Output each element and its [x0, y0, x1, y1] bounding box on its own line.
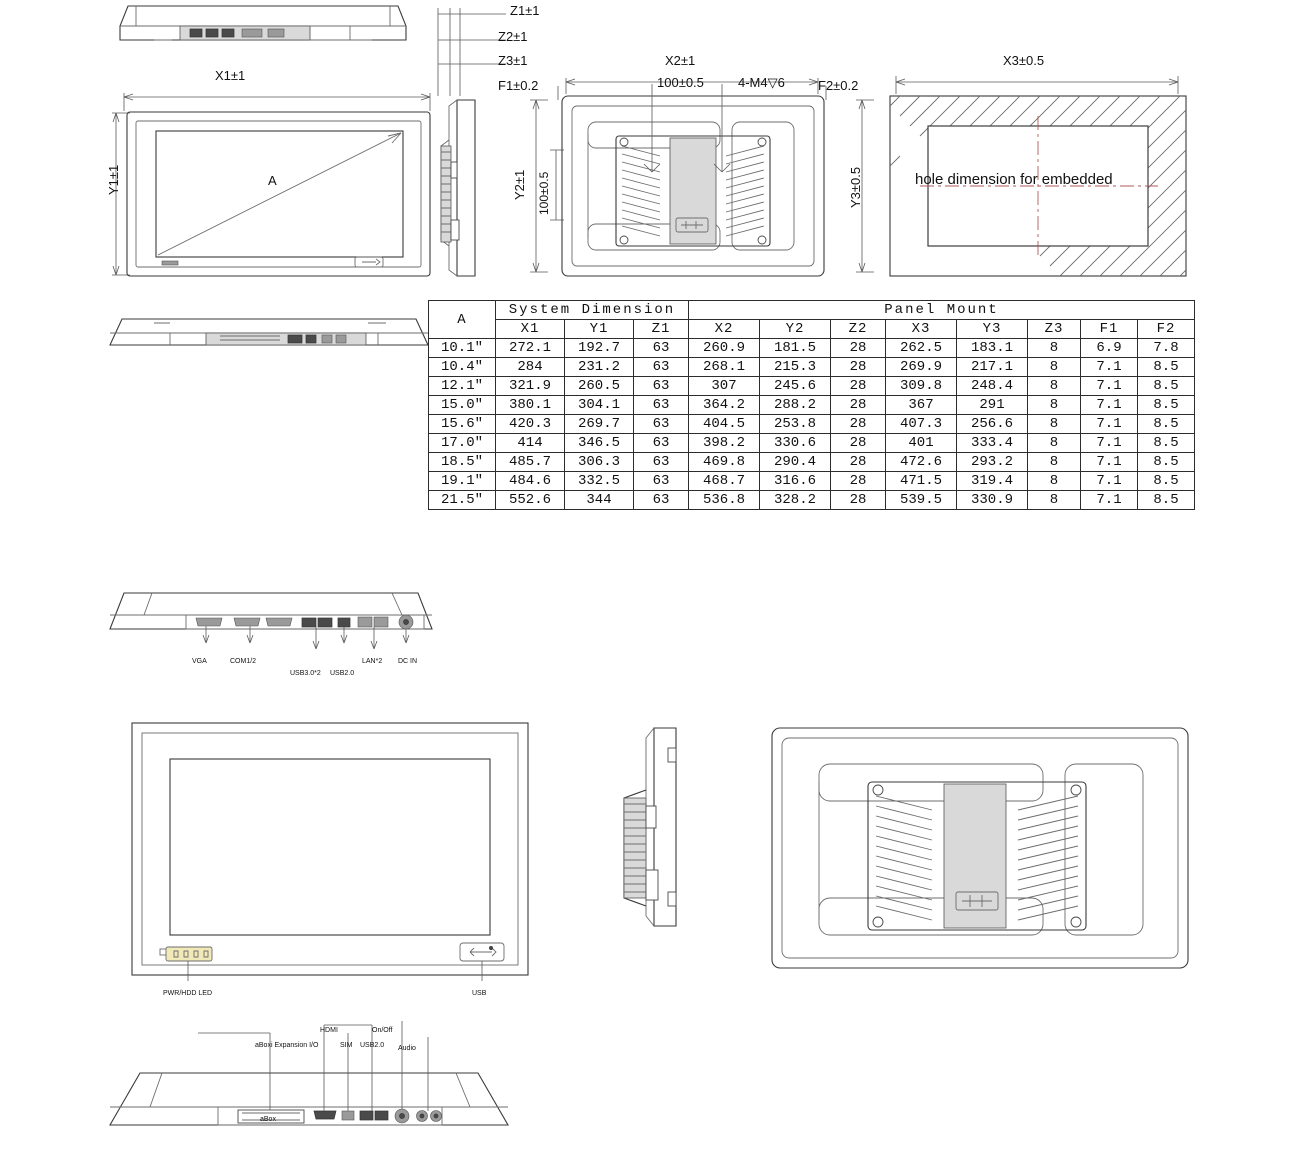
table-cell-y1: 332.5	[565, 472, 634, 491]
table-col-y1: Y1	[565, 320, 634, 339]
table-cell-x1: 485.7	[496, 453, 565, 472]
table-cell-z1: 63	[634, 396, 689, 415]
table-cell-size: 21.5"	[429, 491, 496, 510]
table-cell-size: 12.1"	[429, 377, 496, 396]
table-cell-z2: 28	[831, 434, 886, 453]
table-cell-x3: 471.5	[886, 472, 957, 491]
expansion-io-label: aBoxi Expansion I/O	[255, 1042, 319, 1049]
table-cell-z2: 28	[831, 377, 886, 396]
table-col-y2: Y2	[760, 320, 831, 339]
table-row	[429, 358, 1195, 377]
dim-x2-label: X2±1	[665, 53, 696, 68]
table-cell-x1: 420.3	[496, 415, 565, 434]
table-cell-size: 19.1"	[429, 472, 496, 491]
table-cell-f1: 7.1	[1081, 434, 1138, 453]
svg-text:aBox: aBox	[260, 1116, 276, 1123]
dim-x3-label: X3±0.5	[1003, 53, 1045, 68]
table-cell-x1: 321.9	[496, 377, 565, 396]
table-cell-x1: 552.6	[496, 491, 565, 510]
dim-100-horizontal-label: 100±0.5	[657, 75, 704, 90]
table-col-y3: Y3	[957, 320, 1028, 339]
table-cell-z3: 8	[1028, 453, 1081, 472]
table-cell-f1: 6.9	[1081, 339, 1138, 358]
table-cell-f2: 8.5	[1138, 396, 1195, 415]
hdmi-label: HDMI	[320, 1027, 338, 1034]
table-row	[429, 434, 1195, 453]
dimension-table	[428, 300, 1195, 510]
table-cell-y3: 248.4	[957, 377, 1028, 396]
table-cell-x1: 380.1	[496, 396, 565, 415]
table-cell-size: 15.0"	[429, 396, 496, 415]
table-cell-size: 18.5"	[429, 453, 496, 472]
table-cell-x2: 398.2	[689, 434, 760, 453]
dim-100-vertical-label: 100±0.5	[537, 171, 551, 215]
table-cell-f2: 8.5	[1138, 434, 1195, 453]
table-cell-x2: 364.2	[689, 396, 760, 415]
table-cell-z2: 28	[831, 396, 886, 415]
table-cell-f1: 7.1	[1081, 358, 1138, 377]
table-row	[429, 339, 1195, 358]
audio-label: Audio	[398, 1045, 416, 1052]
table-col-x1: X1	[496, 320, 565, 339]
onoff-label: On/Off	[372, 1027, 393, 1034]
table-cell-x2: 536.8	[689, 491, 760, 510]
table-cell-y2: 253.8	[760, 415, 831, 434]
table-col-f1: F1	[1081, 320, 1138, 339]
table-cell-z1: 63	[634, 434, 689, 453]
table-cell-y2: 245.6	[760, 377, 831, 396]
table-cell-y1: 231.2	[565, 358, 634, 377]
port-label-usb20: USB2.0	[330, 670, 355, 677]
table-cell-f1: 7.1	[1081, 396, 1138, 415]
table-cell-y3: 333.4	[957, 434, 1028, 453]
port-label-dcin: DC IN	[398, 658, 418, 665]
table-group-panel-mount: Panel Mount	[689, 301, 1195, 320]
vesa-screw-label: 4-M4▽6	[738, 75, 785, 90]
table-cell-y2: 215.3	[760, 358, 831, 377]
usb-label: USB	[472, 990, 487, 997]
sim-label: SIM	[340, 1042, 353, 1049]
table-cell-z1: 63	[634, 491, 689, 510]
table-col-z1: Z1	[634, 320, 689, 339]
table-cell-y3: 319.4	[957, 472, 1028, 491]
svg-text:A: A	[268, 173, 277, 188]
table-cell-x3: 407.3	[886, 415, 957, 434]
table-cell-x1: 284	[496, 358, 565, 377]
table-row	[429, 377, 1195, 396]
dim-y2-label: Y2±1	[512, 169, 527, 200]
io-bottom-view	[110, 585, 450, 665]
table-cell-f2: 8.5	[1138, 377, 1195, 396]
table-cell-size: 10.1"	[429, 339, 496, 358]
table-cell-x2: 469.8	[689, 453, 760, 472]
table-cell-y1: 346.5	[565, 434, 634, 453]
table-cell-x2: 404.5	[689, 415, 760, 434]
table-cell-x1: 484.6	[496, 472, 565, 491]
table-cell-y3: 183.1	[957, 339, 1028, 358]
table-cell-y1: 344	[565, 491, 634, 510]
table-col-z3: Z3	[1028, 320, 1081, 339]
table-cell-f2: 8.5	[1138, 415, 1195, 434]
port-label-usb30: USB3.0*2	[290, 670, 321, 677]
led-label: PWR/HDD LED	[163, 990, 213, 997]
table-cell-z1: 63	[634, 377, 689, 396]
dim-y1-label: Y1±1	[106, 164, 121, 195]
dim-f2-label: F2±0.2	[818, 78, 859, 93]
table-cell-f2: 8.5	[1138, 453, 1195, 472]
table-cell-z3: 8	[1028, 396, 1081, 415]
table-cell-x3: 262.5	[886, 339, 957, 358]
table-cell-z2: 28	[831, 491, 886, 510]
table-cell-f1: 7.1	[1081, 415, 1138, 434]
dim-y3-label: Y3±0.5	[848, 166, 863, 208]
table-cell-z2: 28	[831, 453, 886, 472]
table-cell-size: 10.4"	[429, 358, 496, 377]
dim-z1-label: Z1±1	[510, 3, 540, 18]
table-cell-x2: 307	[689, 377, 760, 396]
table-cell-z1: 63	[634, 358, 689, 377]
table-row	[429, 396, 1195, 415]
table-column-header-row	[429, 320, 1195, 339]
table-cell-z2: 28	[831, 415, 886, 434]
table-cell-z3: 8	[1028, 358, 1081, 377]
table-cell-x3: 367	[886, 396, 957, 415]
table-cell-z2: 28	[831, 339, 886, 358]
table-cell-z1: 63	[634, 339, 689, 358]
table-cell-z3: 8	[1028, 434, 1081, 453]
table-cell-y2: 288.2	[760, 396, 831, 415]
front-view-large	[120, 715, 540, 1005]
table-cell-x1: 272.1	[496, 339, 565, 358]
side-view-upper	[435, 80, 495, 280]
dim-f1-label: F1±0.2	[498, 78, 539, 93]
table-cell-x1: 414	[496, 434, 565, 453]
table-cell-z3: 8	[1028, 415, 1081, 434]
embedded-hole-note: hole dimension for embedded	[915, 171, 1113, 188]
io-expansion-view	[110, 1055, 530, 1155]
table-cell-y1: 306.3	[565, 453, 634, 472]
table-cell-z1: 63	[634, 453, 689, 472]
table-cell-y2: 328.2	[760, 491, 831, 510]
table-cell-size: 15.6"	[429, 415, 496, 434]
table-cell-y1: 269.7	[565, 415, 634, 434]
bottom-view-small	[110, 305, 440, 365]
table-cell-x2: 468.7	[689, 472, 760, 491]
table-cell-f1: 7.1	[1081, 491, 1138, 510]
table-cell-f2: 8.5	[1138, 358, 1195, 377]
table-cell-y3: 330.9	[957, 491, 1028, 510]
rear-view-panel-mount	[500, 60, 870, 300]
table-col-x2: X2	[689, 320, 760, 339]
table-cell-z1: 63	[634, 415, 689, 434]
table-cell-x3: 269.9	[886, 358, 957, 377]
side-view-large	[610, 720, 720, 950]
table-cell-y3: 293.2	[957, 453, 1028, 472]
table-cell-z3: 8	[1028, 472, 1081, 491]
table-cell-z3: 8	[1028, 377, 1081, 396]
top-view-small	[110, 0, 420, 60]
table-cell-y2: 330.6	[760, 434, 831, 453]
table-cell-f2: 7.8	[1138, 339, 1195, 358]
front-view-upper	[100, 75, 430, 295]
table-group-system-dimension: System Dimension	[496, 301, 689, 320]
port-label-vga: VGA	[192, 658, 207, 665]
table-cell-f1: 7.1	[1081, 472, 1138, 491]
table-cell-z3: 8	[1028, 491, 1081, 510]
table-corner-header: A	[429, 301, 496, 339]
table-row	[429, 415, 1195, 434]
table-cell-size: 17.0"	[429, 434, 496, 453]
table-col-z2: Z2	[831, 320, 886, 339]
table-cell-x2: 268.1	[689, 358, 760, 377]
table-cell-x3: 539.5	[886, 491, 957, 510]
dim-x1-label: X1±1	[215, 68, 246, 83]
table-cell-y2: 290.4	[760, 453, 831, 472]
table-col-f2: F2	[1138, 320, 1195, 339]
table-cell-f2: 8.5	[1138, 491, 1195, 510]
table-cell-y1: 260.5	[565, 377, 634, 396]
usb20-label: USB2.0	[360, 1042, 385, 1049]
table-cell-x2: 260.9	[689, 339, 760, 358]
table-cell-y3: 291	[957, 396, 1028, 415]
table-cell-x3: 472.6	[886, 453, 957, 472]
table-cell-z3: 8	[1028, 339, 1081, 358]
dim-z3-label: Z3±1	[498, 53, 528, 68]
table-row	[429, 472, 1195, 491]
table-row	[429, 491, 1195, 510]
table-group-header-row	[429, 301, 1195, 320]
table-row	[429, 453, 1195, 472]
table-cell-f1: 7.1	[1081, 453, 1138, 472]
table-cell-y1: 304.1	[565, 396, 634, 415]
table-cell-f1: 7.1	[1081, 377, 1138, 396]
table-cell-z2: 28	[831, 472, 886, 491]
table-cell-y2: 181.5	[760, 339, 831, 358]
table-cell-y3: 256.6	[957, 415, 1028, 434]
table-cell-f2: 8.5	[1138, 472, 1195, 491]
table-cell-z1: 63	[634, 472, 689, 491]
port-label-lan: LAN*2	[362, 658, 383, 665]
table-cell-x3: 309.8	[886, 377, 957, 396]
port-label-com: COM1/2	[230, 658, 257, 665]
table-cell-x3: 401	[886, 434, 957, 453]
dim-z2-label: Z2±1	[498, 29, 528, 44]
rear-view-large	[760, 720, 1200, 980]
table-cell-y2: 316.6	[760, 472, 831, 491]
table-cell-y1: 192.7	[565, 339, 634, 358]
table-col-x3: X3	[886, 320, 957, 339]
table-cell-z2: 28	[831, 358, 886, 377]
table-cell-y3: 217.1	[957, 358, 1028, 377]
